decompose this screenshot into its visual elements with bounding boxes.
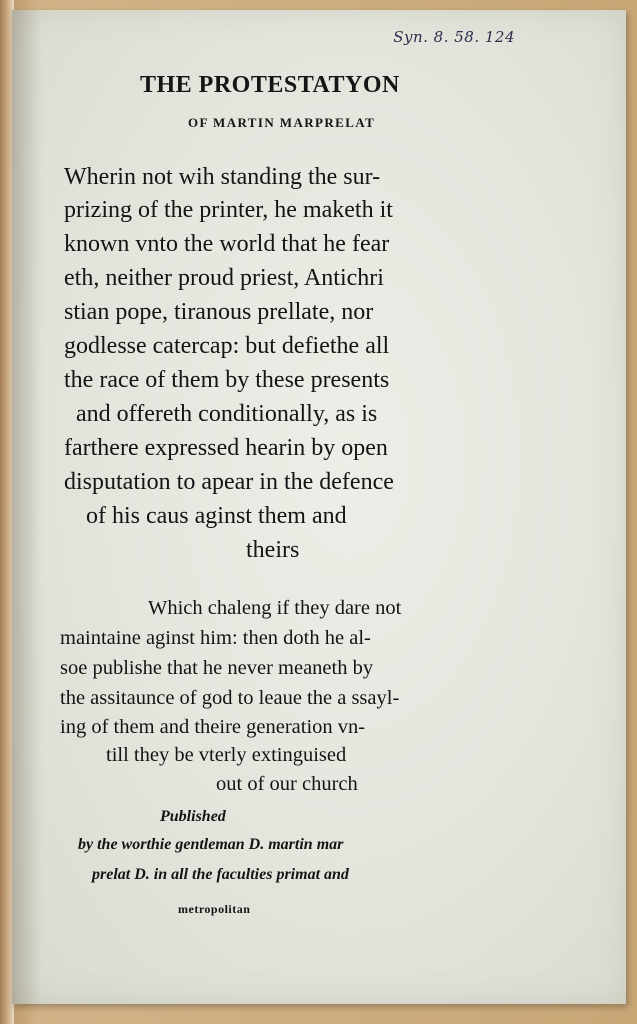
- body-line: of his caus aginst them and: [86, 503, 347, 529]
- page-subtitle: OF MARTIN MARPRELAT: [188, 115, 376, 130]
- imprint-last-line: metropolitan: [178, 902, 251, 916]
- imprint-line: Published: [160, 808, 226, 825]
- imprint-line: prelat D. in all the faculties primat and: [92, 866, 349, 883]
- body-line: disputation to apear in the defence: [64, 469, 394, 495]
- body-line: godlesse catercap: but defiethe all: [64, 333, 390, 359]
- gutter-shadow: [12, 10, 42, 1004]
- second-line: soe publishe that he never meaneth by: [60, 657, 374, 679]
- second-line: ing of them and theire generation vn-: [60, 716, 366, 738]
- body-line: Wherin not wih standing the sur-: [64, 164, 381, 190]
- second-line: maintaine aginst him: then doth he al-: [60, 627, 371, 649]
- body-line: the race of them by these presents: [64, 367, 390, 393]
- imprint-line: by the worthie gentleman D. martin mar: [78, 836, 344, 853]
- body-line: stian pope, tiranous prellate, nor: [64, 299, 374, 325]
- second-line: the assitaunce of god to leaue the a ssayl-: [60, 687, 400, 709]
- body-line: prizing of the printer, he maketh it: [64, 197, 393, 223]
- shelfmark: Syn. 8. 58. 124: [393, 28, 515, 46]
- body-line: farthere expressed hearin by open: [64, 435, 388, 461]
- second-line: out of our church: [216, 773, 358, 795]
- second-line: till they be vterly extinguised: [106, 744, 347, 766]
- body-line: known vnto the world that he fear: [64, 231, 390, 257]
- second-line: Which chaleng if they dare not: [148, 597, 402, 619]
- body-line: theirs: [246, 537, 300, 563]
- body-line: and offereth conditionally, as is: [76, 401, 378, 427]
- page-title: THE PROTESTATYON: [140, 72, 400, 98]
- body-line: eth, neither proud priest, Antichri: [64, 265, 384, 291]
